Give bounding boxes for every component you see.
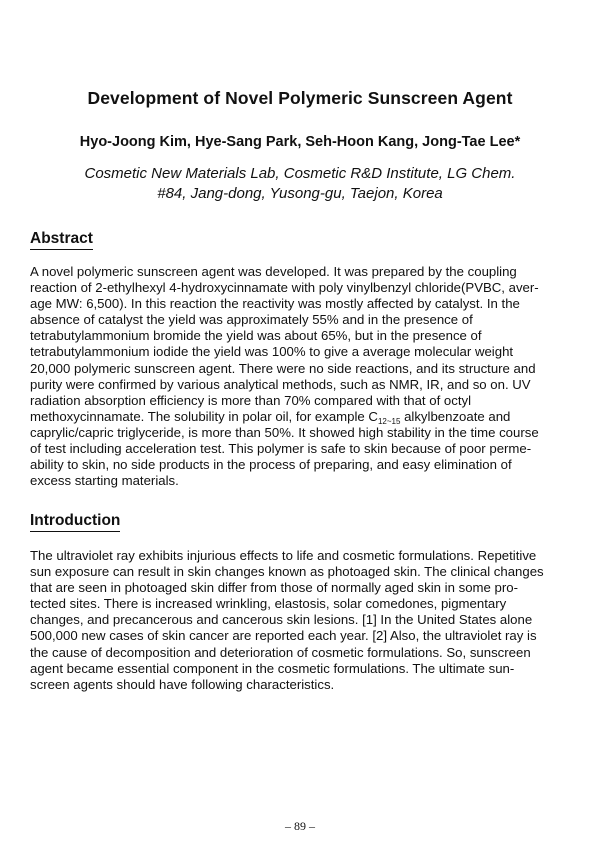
page-number: – 89 – [285,819,315,833]
abstract-line: 20,000 polymeric sunscreen agent. There were no side reactions, and its structure and [30,360,536,376]
introduction-line: the cause of decomposition and deterioration of cosmetic formulations. So, sunscreen [30,644,531,660]
introduction-line: agent became essential component in the cosmetic formulations. The ultimate sun- [30,660,515,676]
abstract-line: purity were confirmed by various analytical methods, such as NMR, IR, and so on. UV [30,376,531,392]
abstract-line: caprylic/capric triglyceride, is more than 50%. It showed high stability in the time course [30,424,539,440]
abstract-line: excess starting materials. [30,473,179,489]
abstract-line: ability to skin, no side products in the process of preparing, and easy elimination of [30,457,512,473]
introduction-line: The ultraviolet ray exhibits injurious effects to life and cosmetic formulations. Repetitive [30,548,537,563]
introduction-body [30,548,570,693]
abstract-line-tail: alkylbenzoate and [400,408,511,424]
abstract-body [30,264,570,489]
affiliation-line-2: #84, Jang-dong, Yusong-gu, Taejon, Korea [157,185,443,202]
introduction-line: sun exposure can result in skin changes known as photoaged skin. The clinical changes [30,564,544,580]
carbon-subscript: 12~15 [377,416,401,426]
abstract-line: of test including acceleration test. This polymer is safe to skin because of poor perme- [30,441,532,457]
introduction-line: that are seen in photoaged skin differ from those of normally aged skin in some pro- [30,580,518,596]
introduction-line: 500,000 new cases of skin cancer are reported each year. [2] Also, the ultraviolet ray is [30,628,537,644]
introduction-line: changes, and precancerous and cancerous skin lesions. [1] In the United States alone [30,612,533,628]
abstract-line-head: methoxycinnamate. The solubility in polar oil, for example C [30,408,378,424]
abstract-line: tetrabutylammonium bromide the yield was about 65%, but in the presence of [30,328,482,344]
abstract-line: age MW: 6,500). In this reaction the reactivity was mostly affected by catalyst. In the [30,296,520,312]
abstract-line: reaction of 2-ethylhexyl 4-hydroxycinnamate with poly vinylbenzyl chloride(PVBC, aver- [30,280,539,296]
abstract-line-with-subscript [30,409,570,425]
author-list: Hyo-Joong Kim, Hye-Sang Park, Seh-Hoon Kang, Jong-Tae Lee* [79,134,521,150]
introduction-heading: Introduction [30,512,120,532]
paper-title: Development of Novel Polymeric Sunscreen Agent [87,88,513,108]
abstract-line: radiation absorption efficiency is more than 70% compared with that of octyl [30,392,472,408]
abstract-line: absence of catalyst the yield was approximately 55% and in the presence of [30,312,473,328]
introduction-line: screen agents should have following characteristics. [30,676,335,692]
affiliation-line-1: Cosmetic New Materials Lab, Cosmetic R&D Institute, LG Chem. [84,165,516,182]
introduction-line: tected sites. There is increased wrinkling, elastosis, solar comedones, pigmentary [30,596,507,612]
abstract-line: A novel polymeric sunscreen agent was developed. It was prepared by the coupling [30,264,517,279]
abstract-heading: Abstract [30,230,93,250]
abstract-line: tetrabutylammonium iodide the yield was 100% to give a average molecular weight [30,344,514,360]
